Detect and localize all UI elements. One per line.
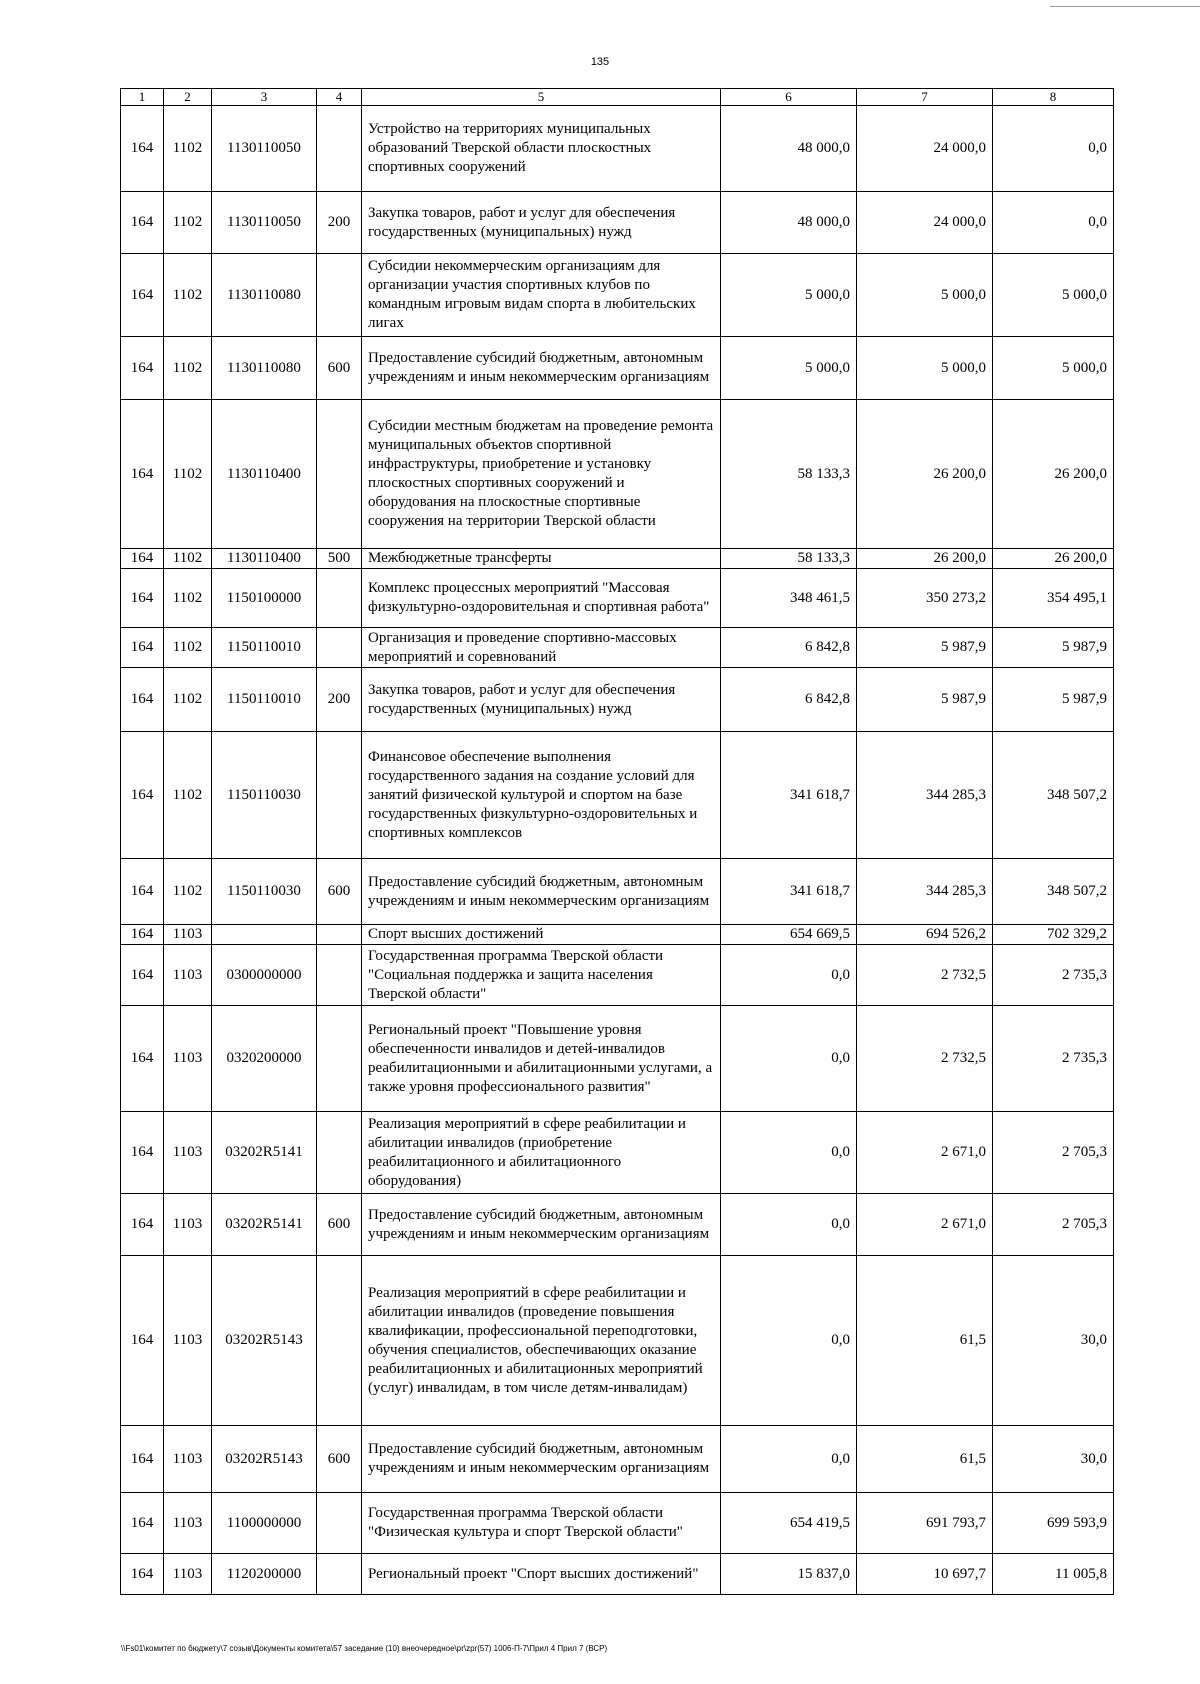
amount-year2-cell: 350 273,2 (857, 569, 993, 628)
item-name-cell: Предоставление субсидий бюджетным, автономным учреждениям и иным некоммерческим организациям (362, 859, 721, 925)
table-row (121, 106, 1114, 192)
item-name-cell: Государственная программа Тверской области "Физическая культура и спорт Тверской области" (362, 1493, 721, 1554)
target-article-cell: 1130110050 (212, 192, 317, 254)
amount-year2-cell: 5 987,9 (857, 628, 993, 668)
expense-type-cell: 600 (317, 337, 362, 400)
table-row (121, 1006, 1114, 1112)
amount-year2-cell: 26 200,0 (857, 400, 993, 549)
target-article-cell: 0320200000 (212, 1006, 317, 1112)
amount-year1-cell: 0,0 (721, 1112, 857, 1194)
footer-file-path: \\Fs01\комитет по бюджету\7 созыв\Документы комитета\57 заседание (10) внеочередное\pr\zpr(57) 1006-П-7\Прил 4 Прил 7 (ВСР) (121, 1644, 608, 1653)
target-article-cell: 03202R5141 (212, 1194, 317, 1256)
gr-code-cell: 164 (121, 1112, 164, 1194)
budget-table (120, 88, 1114, 1595)
amount-year2-cell: 5 000,0 (857, 337, 993, 400)
item-name-cell: Субсидии некоммерческим организациям для организации участия спортивных клубов по командным игровым видам спорта в любительских лигах (362, 254, 721, 337)
item-name-cell: Межбюджетные трансферты (362, 549, 721, 569)
amount-year1-cell: 15 837,0 (721, 1554, 857, 1595)
item-name-cell: Предоставление субсидий бюджетным, автономным учреждениям и иным некоммерческим организациям (362, 1426, 721, 1493)
gr-code-cell: 164 (121, 106, 164, 192)
section-code-cell: 1102 (164, 732, 212, 859)
table-row (121, 732, 1114, 859)
target-article-cell: 1130110080 (212, 254, 317, 337)
amount-year1-cell: 0,0 (721, 1006, 857, 1112)
item-name-cell: Реализация мероприятий в сфере реабилитации и абилитации инвалидов (проведение повышения квалификации, профессиональной переподготовки, обучения специалистов, обеспечивающих оказание реабилитационных и абилитационных мероприятий (услуг) инвалидам, в том числе детям-инвалидам) (362, 1256, 721, 1426)
expense-type-cell (317, 732, 362, 859)
item-name-cell: Предоставление субсидий бюджетным, автономным учреждениям и иным некоммерческим организациям (362, 337, 721, 400)
amount-year3-cell: 0,0 (993, 106, 1114, 192)
page-number: 135 (590, 56, 610, 68)
section-code-cell: 1102 (164, 549, 212, 569)
expense-type-cell (317, 569, 362, 628)
target-article-cell: 1150110030 (212, 859, 317, 925)
section-code-cell: 1102 (164, 106, 212, 192)
expense-type-cell (317, 1493, 362, 1554)
amount-year1-cell: 0,0 (721, 1194, 857, 1256)
amount-year2-cell: 5 987,9 (857, 668, 993, 732)
section-code-cell: 1102 (164, 400, 212, 549)
section-code-cell: 1102 (164, 628, 212, 668)
expense-type-cell (317, 1554, 362, 1595)
expense-type-cell: 600 (317, 859, 362, 925)
amount-year3-cell: 5 000,0 (993, 337, 1114, 400)
amount-year3-cell: 348 507,2 (993, 732, 1114, 859)
amount-year3-cell: 11 005,8 (993, 1554, 1114, 1595)
section-code-cell: 1103 (164, 945, 212, 1006)
table-row (121, 1112, 1114, 1194)
gr-code-cell: 164 (121, 1256, 164, 1426)
gr-code-cell: 164 (121, 549, 164, 569)
item-name-cell: Государственная программа Тверской области "Социальная поддержка и защита населения Тверской области" (362, 945, 721, 1006)
table-body (121, 106, 1114, 1595)
amount-year2-cell: 691 793,7 (857, 1493, 993, 1554)
header-cell: 4 (317, 89, 362, 106)
amount-year3-cell: 2 735,3 (993, 945, 1114, 1006)
amount-year3-cell: 5 987,9 (993, 628, 1114, 668)
amount-year1-cell: 0,0 (721, 1256, 857, 1426)
amount-year2-cell: 5 000,0 (857, 254, 993, 337)
item-name-cell: Финансовое обеспечение выполнения государственного задания на создание условий для занятий физической культурой и спортом на базе государственных физкультурно-оздоровительных и спортивных комплексов (362, 732, 721, 859)
table-row (121, 1194, 1114, 1256)
item-name-cell: Региональный проект "Повышение уровня обеспеченности инвалидов и детей-инвалидов реабилитационными и абилитационными услугами, а также уровня профессионального развития" (362, 1006, 721, 1112)
expense-type-cell: 200 (317, 192, 362, 254)
amount-year3-cell: 699 593,9 (993, 1493, 1114, 1554)
item-name-cell: Региональный проект "Спорт высших достижений" (362, 1554, 721, 1595)
table-row (121, 192, 1114, 254)
gr-code-cell: 164 (121, 1493, 164, 1554)
amount-year3-cell: 702 329,2 (993, 925, 1114, 945)
amount-year2-cell: 10 697,7 (857, 1554, 993, 1595)
table-row (121, 337, 1114, 400)
table-row (121, 859, 1114, 925)
gr-code-cell: 164 (121, 1554, 164, 1595)
amount-year2-cell: 61,5 (857, 1256, 993, 1426)
amount-year1-cell: 48 000,0 (721, 106, 857, 192)
table-row (121, 925, 1114, 945)
amount-year1-cell: 348 461,5 (721, 569, 857, 628)
target-article-cell: 1150110010 (212, 628, 317, 668)
section-code-cell: 1103 (164, 1554, 212, 1595)
table-row (121, 945, 1114, 1006)
section-code-cell: 1103 (164, 1006, 212, 1112)
gr-code-cell: 164 (121, 1006, 164, 1112)
item-name-cell: Комплекс процессных мероприятий "Массовая физкультурно-оздоровительная и спортивная работа" (362, 569, 721, 628)
table-row (121, 569, 1114, 628)
section-code-cell: 1103 (164, 1194, 212, 1256)
section-code-cell: 1103 (164, 1256, 212, 1426)
gr-code-cell: 164 (121, 945, 164, 1006)
section-code-cell: 1103 (164, 1493, 212, 1554)
expense-type-cell: 600 (317, 1194, 362, 1256)
table-row (121, 549, 1114, 569)
target-article-cell: 03202R5143 (212, 1256, 317, 1426)
amount-year2-cell: 61,5 (857, 1426, 993, 1493)
item-name-cell: Закупка товаров, работ и услуг для обеспечения государственных (муниципальных) нужд (362, 192, 721, 254)
item-name-cell: Реализация мероприятий в сфере реабилитации и абилитации инвалидов (приобретение реабилитационного и абилитационного оборудования) (362, 1112, 721, 1194)
header-cell: 8 (993, 89, 1114, 106)
item-name-cell: Субсидии местным бюджетам на проведение ремонта муниципальных объектов спортивной инфраструктуры, приобретение и установку плоскостных спортивных сооружений и оборудования на плоскостные спортивные сооружения на территории Тверской области (362, 400, 721, 549)
table-row (121, 1554, 1114, 1595)
header-cell: 6 (721, 89, 857, 106)
amount-year1-cell: 48 000,0 (721, 192, 857, 254)
gr-code-cell: 164 (121, 1426, 164, 1493)
table-row (121, 400, 1114, 549)
amount-year3-cell: 2 705,3 (993, 1194, 1114, 1256)
table-row (121, 1493, 1114, 1554)
amount-year1-cell: 341 618,7 (721, 859, 857, 925)
scan-edge-line (1050, 6, 1200, 7)
amount-year2-cell: 344 285,3 (857, 732, 993, 859)
table-row (121, 1256, 1114, 1426)
table-row (121, 668, 1114, 732)
gr-code-cell: 164 (121, 628, 164, 668)
header-row (121, 89, 1114, 106)
table-row (121, 254, 1114, 337)
section-code-cell: 1102 (164, 337, 212, 400)
amount-year1-cell: 654 669,5 (721, 925, 857, 945)
expense-type-cell: 600 (317, 1426, 362, 1493)
target-article-cell: 1130110050 (212, 106, 317, 192)
target-article-cell: 03202R5141 (212, 1112, 317, 1194)
expense-type-cell (317, 945, 362, 1006)
amount-year1-cell: 5 000,0 (721, 254, 857, 337)
target-article-cell: 1130110400 (212, 549, 317, 569)
expense-type-cell: 200 (317, 668, 362, 732)
amount-year2-cell: 694 526,2 (857, 925, 993, 945)
header-cell: 5 (362, 89, 721, 106)
amount-year3-cell: 30,0 (993, 1256, 1114, 1426)
header-cell: 2 (164, 89, 212, 106)
section-code-cell: 1102 (164, 668, 212, 732)
table-row (121, 1426, 1114, 1493)
expense-type-cell (317, 254, 362, 337)
gr-code-cell: 164 (121, 400, 164, 549)
amount-year2-cell: 24 000,0 (857, 192, 993, 254)
item-name-cell: Устройство на территориях муниципальных образований Тверской области плоскостных спортивных сооружений (362, 106, 721, 192)
amount-year3-cell: 26 200,0 (993, 549, 1114, 569)
amount-year1-cell: 0,0 (721, 945, 857, 1006)
amount-year1-cell: 654 419,5 (721, 1493, 857, 1554)
amount-year1-cell: 5 000,0 (721, 337, 857, 400)
expense-type-cell (317, 1112, 362, 1194)
item-name-cell: Закупка товаров, работ и услуг для обеспечения государственных (муниципальных) нужд (362, 668, 721, 732)
amount-year2-cell: 26 200,0 (857, 549, 993, 569)
amount-year2-cell: 2 671,0 (857, 1112, 993, 1194)
amount-year3-cell: 2 705,3 (993, 1112, 1114, 1194)
amount-year2-cell: 2 671,0 (857, 1194, 993, 1256)
target-article-cell: 1120200000 (212, 1554, 317, 1595)
expense-type-cell (317, 1256, 362, 1426)
amount-year1-cell: 6 842,8 (721, 668, 857, 732)
gr-code-cell: 164 (121, 192, 164, 254)
gr-code-cell: 164 (121, 925, 164, 945)
expense-type-cell (317, 628, 362, 668)
amount-year1-cell: 6 842,8 (721, 628, 857, 668)
item-name-cell: Спорт высших достижений (362, 925, 721, 945)
amount-year3-cell: 2 735,3 (993, 1006, 1114, 1112)
target-article-cell: 1150110010 (212, 668, 317, 732)
amount-year2-cell: 344 285,3 (857, 859, 993, 925)
gr-code-cell: 164 (121, 859, 164, 925)
target-article-cell: 1150100000 (212, 569, 317, 628)
header-cell: 3 (212, 89, 317, 106)
amount-year3-cell: 26 200,0 (993, 400, 1114, 549)
expense-type-cell: 500 (317, 549, 362, 569)
section-code-cell: 1102 (164, 254, 212, 337)
item-name-cell: Предоставление субсидий бюджетным, автономным учреждениям и иным некоммерческим организациям (362, 1194, 721, 1256)
amount-year2-cell: 24 000,0 (857, 106, 993, 192)
amount-year3-cell: 348 507,2 (993, 859, 1114, 925)
expense-type-cell (317, 1006, 362, 1112)
target-article-cell: 1130110400 (212, 400, 317, 549)
gr-code-cell: 164 (121, 732, 164, 859)
amount-year3-cell: 5 987,9 (993, 668, 1114, 732)
section-code-cell: 1103 (164, 1112, 212, 1194)
amount-year1-cell: 58 133,3 (721, 549, 857, 569)
header-cell: 7 (857, 89, 993, 106)
target-article-cell: 1100000000 (212, 1493, 317, 1554)
header-cell: 1 (121, 89, 164, 106)
section-code-cell: 1103 (164, 925, 212, 945)
amount-year1-cell: 58 133,3 (721, 400, 857, 549)
target-article-cell: 03202R5143 (212, 1426, 317, 1493)
amount-year2-cell: 2 732,5 (857, 1006, 993, 1112)
amount-year3-cell: 0,0 (993, 192, 1114, 254)
amount-year3-cell: 354 495,1 (993, 569, 1114, 628)
gr-code-cell: 164 (121, 668, 164, 732)
expense-type-cell (317, 106, 362, 192)
item-name-cell: Организация и проведение спортивно-массовых мероприятий и соревнований (362, 628, 721, 668)
target-article-cell (212, 925, 317, 945)
expense-type-cell (317, 925, 362, 945)
target-article-cell: 1150110030 (212, 732, 317, 859)
target-article-cell: 0300000000 (212, 945, 317, 1006)
amount-year1-cell: 341 618,7 (721, 732, 857, 859)
expense-type-cell (317, 400, 362, 549)
amount-year1-cell: 0,0 (721, 1426, 857, 1493)
gr-code-cell: 164 (121, 569, 164, 628)
section-code-cell: 1102 (164, 859, 212, 925)
table-row (121, 628, 1114, 668)
amount-year3-cell: 30,0 (993, 1426, 1114, 1493)
gr-code-cell: 164 (121, 254, 164, 337)
section-code-cell: 1102 (164, 192, 212, 254)
section-code-cell: 1102 (164, 569, 212, 628)
target-article-cell: 1130110080 (212, 337, 317, 400)
section-code-cell: 1103 (164, 1426, 212, 1493)
amount-year3-cell: 5 000,0 (993, 254, 1114, 337)
gr-code-cell: 164 (121, 337, 164, 400)
amount-year2-cell: 2 732,5 (857, 945, 993, 1006)
gr-code-cell: 164 (121, 1194, 164, 1256)
